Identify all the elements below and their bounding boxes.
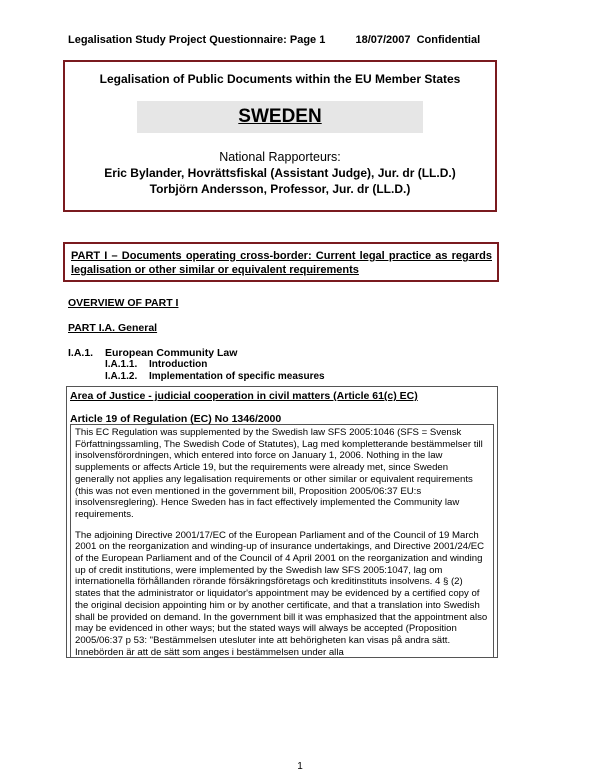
- section-general-heading: PART I.A. General: [68, 322, 158, 334]
- toc-subitem-label: Introduction: [149, 359, 208, 370]
- rapporteur-1: Eric Bylander, Hovrättsfiskal (Assistant Judge), Jur. dr (LL.D.): [104, 166, 456, 180]
- running-header: [68, 34, 538, 46]
- article-text-box: [70, 424, 494, 658]
- header-classification: Confidential: [416, 34, 481, 46]
- country-name: SWEDEN: [238, 106, 322, 127]
- area-heading: Area of Justice - judicial cooperation in civil matters (Article 61(c) EC): [70, 390, 418, 402]
- rapporteurs-label: National Rapporteurs:: [219, 150, 341, 164]
- toc-subitem-label: Implementation of specific measures: [149, 371, 325, 382]
- paragraph: This EC Regulation was supplemented by the Swedish law SFS 2005:1046 (SFS = Svensk Författningssamling, The Swedish Code of Statutes), Lag med kompletterande bestämmelser till insolvensförordningen, which entered into force on January 1, 2006. Nothing in the law supplements or affects Article 19, but the requirements were already met, since Sweden generally not applies any legalisation requirements or other similar or equivalent requirements (this was not even mentioned in the government bill, Proposition 2005/06:37 EU:s insolvensreglering). Hence Sweden has in fact effectively implemented the Community law requirements.: [75, 427, 483, 520]
- header-title: Legalisation Study Project Questionnaire: Page 1: [68, 34, 326, 46]
- part-heading: PART I – Documents operating cross-border: Current legal practice as regards legalisation or other similar or equivalent requirements: [71, 250, 492, 276]
- article-heading: Article 19 of Regulation (EC) No 1346/2000: [70, 413, 282, 425]
- paragraph: The adjoining Directive 2001/17/EC of the European Parliament and of the Council of 19 March 2001 on the reorganization and winding-up of insurance undertakings, and Directive 2001/24/EC of the European Parliament and of the Council of 4 April 2001 on the reorganization and winding up of credit institutions, were implemented by the Swedish law SFS 2005:1047, lag om internationella förhållanden rörande försäkringsföretags och kreditinstituts insolvens. 4 § (2) states that the administrator or liquidator's appointment may be evidenced by a certified copy of the original decision appointing him or by another certificate, and that a translation into Swedish shall be provided on demand. In the government bill it was emphasized that the appointment also may be evidenced in other ways; but the stated ways will always be accepted (Proposition 2005/06:37 p 53: "Bestämmelsen utesluter inte att behörigheten kan visas på andra sätt. Innebörden är att de sätt som anges i bestämmelsen under alla: [75, 529, 488, 658]
- part-heading-box: [63, 242, 499, 282]
- toc-subitem-num: I.A.1.2.: [105, 371, 138, 382]
- document-title: Legalisation of Public Documents within the EU Member States: [99, 72, 461, 86]
- toc-subitem-num: I.A.1.1.: [105, 359, 138, 370]
- toc-item-label: European Community Law: [105, 347, 238, 359]
- overview-heading: OVERVIEW OF PART I: [68, 297, 179, 309]
- rapporteur-2: Torbjörn Andersson, Professor, Jur. dr (LL.D.): [149, 182, 411, 196]
- title-box: [63, 60, 497, 212]
- toc-item-num: I.A.1.: [68, 347, 94, 359]
- page-number: 1: [297, 761, 303, 772]
- header-date: 18/07/2007: [355, 34, 411, 46]
